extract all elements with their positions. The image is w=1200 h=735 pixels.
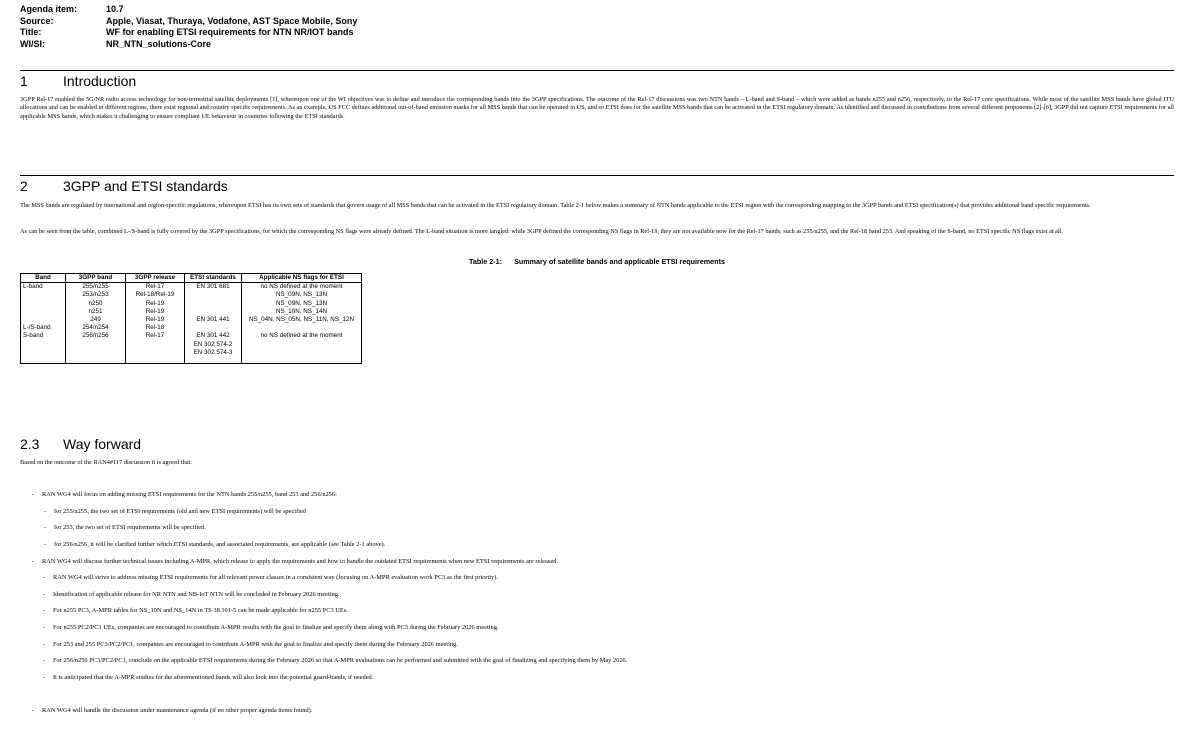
table-cell: no NS defined at the moment (242, 283, 362, 292)
table-cell: Rel-19 (126, 316, 185, 324)
list-item-text: RAN WG4 will strive to address missing ETSI requirements for all relevant power classes in a consistent way (focusing on A-MPR evaluation work PC3 as the first priority). (53, 574, 499, 581)
table-row (21, 324, 362, 332)
wisi-label: WI/SI: (20, 38, 45, 49)
section-title: 3GPP and ETSI standards (63, 178, 228, 194)
section-number: 2 (20, 178, 28, 194)
table-cell: EN 301 441 (185, 316, 242, 324)
list-item-text: for 253, the two set of ETSI requirements will be specified. (54, 524, 206, 531)
table-cell: 256/n256 (66, 332, 126, 363)
list-item (43, 641, 458, 648)
column-header: 3GPP release (126, 274, 185, 283)
list-item (44, 508, 307, 515)
list-item (43, 607, 348, 614)
bullet-dash: - (32, 491, 35, 498)
heading-standards (20, 178, 228, 194)
table-cell: 254/n254 (66, 324, 126, 332)
table-cell: L-/S-band (21, 324, 66, 332)
column-header: ETSI standards (185, 274, 242, 283)
table-row (21, 308, 362, 316)
table-row (21, 332, 362, 363)
list-item-text: For n255 PC3, A-MPR tables for NS_10N and NS_14N in TS 38.101-5 can be made applicable for n255 PC3 UEs. (53, 607, 348, 614)
list-item-text: RAN WG4 will handle the discussion under maintenance agenda (if no other proper agenda items found). (42, 707, 313, 714)
list-item (43, 574, 499, 581)
table-cell: Rel-17 (126, 283, 185, 292)
list-item (32, 558, 558, 565)
list-item-text: For 253 and 255 PC3/PC2/PC1, companies are encouraged to contribute A-MPR with the goal to finalize and specify them during the February 2026 meeting. (53, 641, 458, 648)
title-value: WF for enabling ETSI requirements for NTN NR/IOT bands (106, 27, 354, 37)
section-divider (20, 70, 1174, 71)
section-number: 2.3 (20, 436, 40, 452)
column-header: Band (21, 274, 66, 283)
bullet-dash: - (43, 574, 46, 581)
wisi-value: NR_NTN_solutions-Core (106, 38, 212, 49)
list-item (44, 524, 206, 531)
table-header-row (21, 274, 362, 283)
table-cell: Rel-19 (126, 308, 185, 316)
table-cell (242, 324, 362, 332)
bullet-dash: - (43, 674, 46, 681)
list-item-text: For n255 PC2/PC1 UEs, companies are encouraged to contribute A-MPR results with the goal to finalize and specify them along with PC3 during the February 2026 meeting. (53, 624, 499, 631)
standards-paragraph-2: As can be seen from the table, combined L-/S-band is fully covered by the 3GPP specifications, for which the corresponding NS flags were already defined. The L-band situation is more tangled: while 3GPP defined the corresponding NS flags in Rel-19, they are not available now for the Rel-17 bands, such as 255/n255, and the Rel-18 band 253. And speaking of the S-band, no ETSI specific NS flags exist at all. (20, 228, 1064, 235)
table-cell: EN 301 442 EN 302 574-2 EN 302 574-3 (185, 332, 242, 363)
table-cell: L-band (21, 283, 66, 292)
title-label: Title: (20, 27, 42, 37)
list-item-text: Identification of applicable release for NR NTN and NB-IoT NTN will be concluded in February 2026 meeting. (53, 591, 340, 598)
bullet-dash: - (44, 541, 47, 548)
table-caption-number: Table 2-1: (469, 257, 503, 266)
table-cell: Rel-19 (126, 300, 185, 308)
table-caption (20, 257, 1174, 266)
table-cell (21, 291, 66, 299)
table-cell: NS_09N, NS_13N (242, 291, 362, 299)
heading-introduction (20, 73, 136, 89)
bullet-dash: - (43, 591, 46, 598)
source-label: Source: (20, 15, 54, 26)
bullet-dash: - (43, 641, 46, 648)
bullet-dash: - (32, 707, 35, 714)
source-value: Apple, Viasat, Thuraya, Vodafone, AST Space Mobile, Sony (106, 15, 358, 26)
table-cell: 249 (66, 316, 126, 324)
table-cell: 255/n255 (66, 283, 126, 292)
section-title: Way forward (63, 436, 142, 452)
bullet-dash: - (43, 657, 46, 664)
document-header (20, 4, 357, 50)
bands-table (20, 273, 362, 364)
table-row (21, 300, 362, 308)
table-cell: NS_09N, NS_13N (242, 300, 362, 308)
table-cell (21, 316, 66, 324)
table-cell: NS_10N, NS_14N (242, 308, 362, 316)
way-forward-intro: Based on the outcome of the RAN4#117 discussion it is agreed that: (20, 459, 193, 466)
introduction-paragraph: 3GPP Rel-17 enabled the 5G/NR radio access technology for non-terrestrial satellite deployments [1], whereupon one of the WI objectives was to define and introduce the corresponding bands into the 3GPP specifications. The outcome of the Rel-17 discussions was two NTN bands – L-band and S-band – which were added as bands n255 and n256, respectively, to the Rel-17 core specifications. While most of the satellite MSS bands have global ITU allocations and can be enabled in different regions, there exist regional and country specific requirements. As an example, US FCC defines additional out-of-band emission masks for all MSS bands that can be operated in US, and so ETSI does for the satellite MSS bands that can be activated in the ETSI regulatory domain. As identified and discussed in contributions from several different proponents [2]-[6], 3GPP did not capture ETSI requirements for all applicable MSS bands, which makes it challenging to ensure compliant UE behaviour in countries following the ETSI standards. (20, 96, 1174, 120)
column-header: 3GPP band (66, 274, 126, 283)
list-item (32, 491, 337, 498)
list-item-text: RAN WG4 will discuss further technical issues including A-MPR, which release to apply the requirements and how to handle the outdated ETSI requirements when new ETSI requirements are released. (42, 558, 558, 565)
table-cell (185, 300, 242, 308)
bullet-dash: - (32, 558, 35, 565)
table-cell: Rel-17 (126, 332, 185, 363)
table-cell (185, 308, 242, 316)
bullet-dash: - (43, 607, 46, 614)
column-header: Applicable NS flags for ETSI (242, 274, 362, 283)
table-cell (185, 291, 242, 299)
bullet-dash: - (43, 624, 46, 631)
list-item (43, 591, 340, 598)
table-row (21, 316, 362, 324)
list-item (32, 707, 313, 714)
list-item-text: For 256/n256 PC3/PC2/PC1, conclude on the applicable ETSI requirements during the February 2026 so that A-MPR evaluations can be performed and submitted with the goal of finalizing and specifying them by May 2026. (53, 657, 628, 664)
table-row (21, 283, 362, 292)
agenda-label: Agenda item: (20, 4, 78, 14)
table-cell: Rel-18/Rel-19 (126, 291, 185, 299)
heading-way-forward (20, 436, 141, 452)
list-item (43, 657, 628, 664)
list-item-text: for 256/n256, it will be clarified further which ETSI standards, and associated requirements, are applicable (see Table 2-1 above). (54, 541, 386, 548)
table-cell: 253/n253 (66, 291, 126, 299)
table-cell: n251 (66, 308, 126, 316)
list-item-text: It is anticipated that the A-MPR studies for the aforementioned bands will also look into the potential guard-bands, if needed. (53, 674, 374, 681)
section-title: Introduction (63, 73, 137, 89)
table-cell (21, 300, 66, 308)
table-cell (185, 324, 242, 332)
table-cell: Rel-18 (126, 324, 185, 332)
agenda-value: 10.7 (106, 4, 124, 14)
list-item (43, 674, 374, 681)
table-cell: no NS defined at the moment (242, 332, 362, 363)
table-cell: S-band (21, 332, 66, 363)
section-divider (20, 175, 1174, 176)
bullet-dash: - (44, 508, 47, 515)
table-row (21, 291, 362, 299)
list-item (44, 541, 386, 548)
table-cell (21, 308, 66, 316)
list-item-text: for 255/n255, the two set of ETSI requirements (old and new ETSI requirements) will be specified (54, 508, 307, 515)
table-caption-text: Summary of satellite bands and applicable ETSI requirements (514, 257, 725, 266)
table-cell: EN 301 681 (185, 283, 242, 292)
section-number: 1 (20, 73, 28, 89)
bullet-dash: - (44, 524, 47, 531)
standards-paragraph-1: The MSS bands are regulated by international and region-specific regulations, whereupon ETSI has its own sets of standards that govern usage of all MSS bands that can be activated in the ETSI regulatory domain. Table 2-1 below makes a summary of NTN bands applicable to the ETSI region with the corresponding mapping to the 3GPP bands and ETSI specification(s) that provides additional band specific requirements. (20, 202, 1091, 209)
list-item (43, 624, 499, 631)
table-cell: NS_04N, NS_05N, NS_11N, NS_12N (242, 316, 362, 324)
table-cell: n250 (66, 300, 126, 308)
list-item-text: RAN WG4 will focus on adding missing ETSI requirements for the NTN bands 255/n255, band 253 and 256/n256: (42, 491, 337, 498)
